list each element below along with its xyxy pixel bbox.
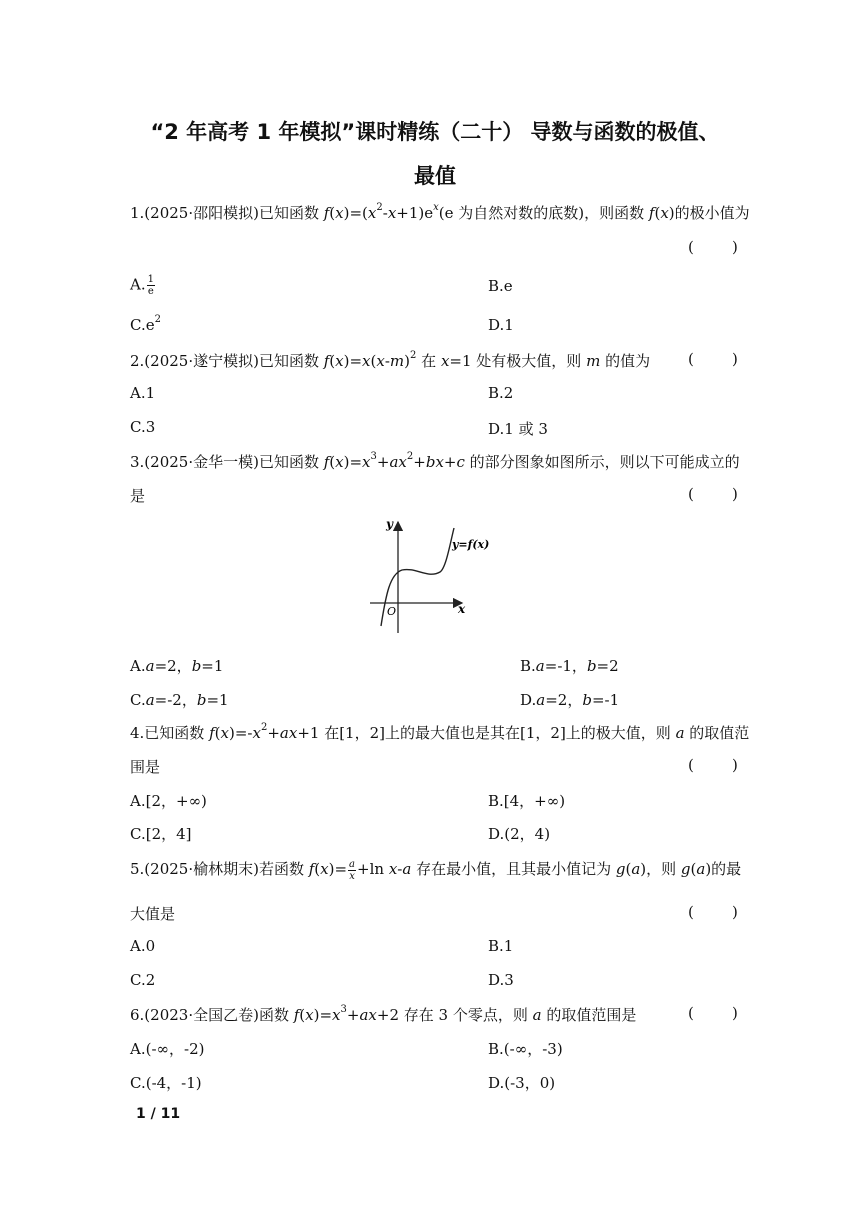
q2-option-c: C.3: [130, 418, 156, 436]
q5-option-a: A.0: [130, 937, 156, 955]
q1-option-b: B.e: [488, 277, 513, 295]
q5-option-c: C.2: [130, 971, 156, 989]
q1-stem: 1.(2025·邵阳模拟)已知函数 $f(x)=(x^2-x+1)e^x(e$ 为自然对数的底数)，则函数 f(x)的极小值为: [130, 202, 750, 222]
q3-option-a: A.a=2，b=1: [130, 657, 224, 675]
q5-option-b: B.1: [488, 937, 514, 955]
q3-graph-y-label: y: [386, 517, 393, 531]
q1-option-d: D.1: [488, 316, 514, 334]
q5-fraction: $\frac{a}{x}$: [349, 858, 356, 882]
q6-option-b: B.(-∞，-3): [488, 1040, 563, 1058]
q3-option-d: D.a=2，b=-1: [520, 691, 620, 709]
q3-stem-line2: 是: [130, 487, 146, 505]
q4-stem: 4.已知函数 $f(x)=-x^2+ax+1$ 在[1，2]上的最大值也是其在[1，2]上的极大值，则 a 的取值范: [130, 722, 750, 742]
q4-option-b: B.[4，+∞): [488, 792, 566, 810]
q1-option-a: A. $\frac{1}{e}$: [130, 274, 154, 297]
q2-option-b: B.2: [488, 384, 514, 402]
q4-answer-blank: ( ): [688, 756, 738, 774]
q4-option-c: C.[2，4]: [130, 825, 192, 843]
q3-function-graph: [366, 514, 502, 636]
q5-stem-line2: 大值是: [130, 905, 176, 923]
doc-title-line1: “2 年高考 1 年模拟”课时精练（二十） 导数与函数的极值、: [150, 120, 720, 144]
q3-graph-origin-label: O: [387, 605, 397, 618]
doc-title-line2: 最值: [414, 164, 456, 188]
q6-option-c: C.(-4，-1): [130, 1074, 202, 1092]
q3-stem: 3.(2025·金华一模)已知函数 $f(x)=x^3+ax^2+bx+c$ 的部分图象如图所示，则以下可能成立的: [130, 451, 740, 471]
q2-option-d: D.1 或 3: [488, 420, 548, 438]
q5-stem: 5.(2025·榆林期末)若函数 f(x)= $\frac{a}{x}$ +ln x-a 存在最小值，且其最小值记为 g(a)，则 g(a)的最: [130, 858, 742, 882]
q3-answer-blank: ( ): [688, 485, 738, 503]
q6-option-a: A.(-∞，-2): [130, 1040, 205, 1058]
q4-option-d: D.(2，4): [488, 825, 551, 843]
q3-graph-curve-label: y=f(x): [452, 538, 490, 551]
q2-answer-blank: ( ): [688, 350, 738, 368]
q6-answer-blank: ( ): [688, 1004, 738, 1022]
q1-option-c: $C.e^2$: [130, 314, 161, 334]
q1-option-a-fraction: $\frac{1}{e}$: [147, 274, 154, 297]
q5-answer-blank: ( ): [688, 903, 738, 921]
q6-option-d: D.(-3，0): [488, 1074, 556, 1092]
page-number: 1 / 11: [136, 1106, 181, 1122]
q1-answer-blank: ( ): [688, 238, 738, 256]
q2-option-a: A.1: [130, 384, 156, 402]
q5-option-d: D.3: [488, 971, 514, 989]
q4-option-a: A.[2，+∞): [130, 792, 207, 810]
q2-stem: 2.(2025·遂宁模拟)已知函数 $f(x)=x(x-m)^2$ 在 x=1 处有极大值，则 m 的值为: [130, 350, 651, 370]
q3-option-b: B.a=-1，b=2: [520, 657, 619, 675]
q3-graph-x-label: x: [458, 602, 466, 616]
q3-option-c: C.a=-2，b=1: [130, 691, 229, 709]
q4-stem-line2: 围是: [130, 758, 161, 776]
q6-stem: 6.(2023·全国乙卷)函数 $f(x)=x^3+ax+2$ 存在 3 个零点，则 a 的取值范围是: [130, 1004, 637, 1024]
